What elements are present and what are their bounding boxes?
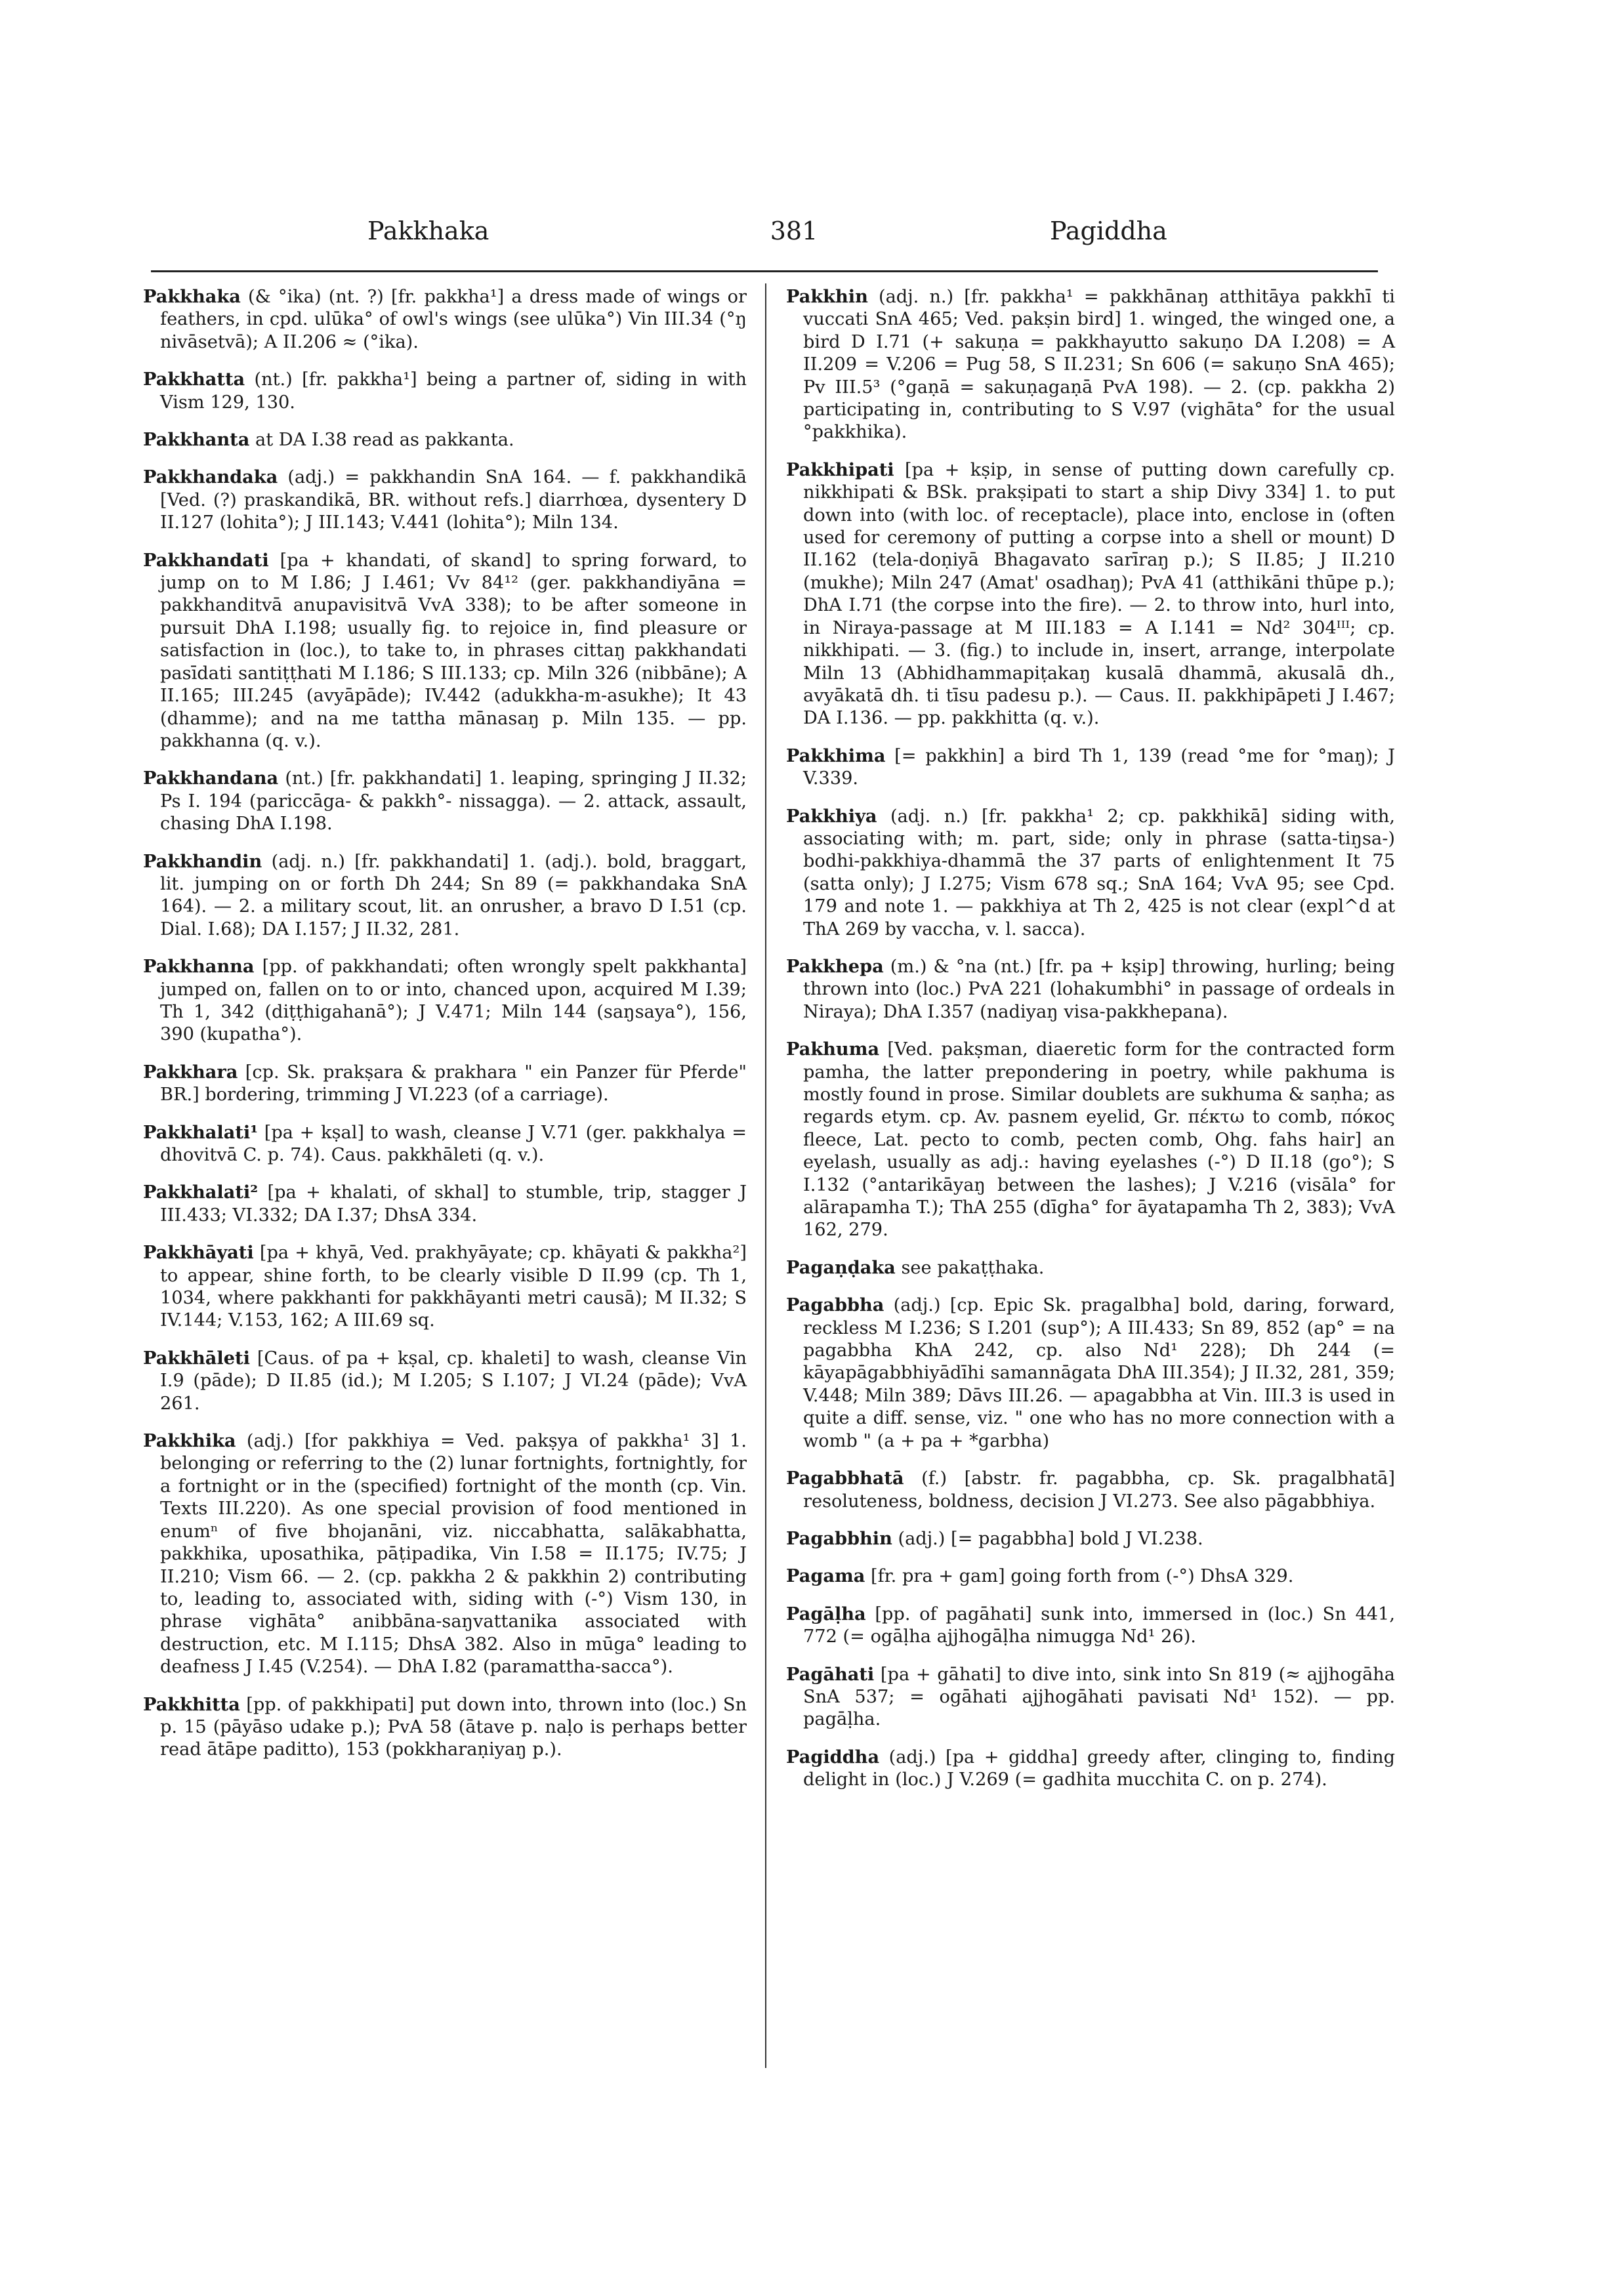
definition: (adj. n.) [fr. pakkha¹ = pakkhānaŋ atthitāya pakkhī ti vuccati SnA 465; Ved. pakṣin bird] 1. winged, the winged one, a bird D I.71 (+ sakuṇa = pakkhayutto sakuṇo DA I.208) = A II.209 = V.206 = Pug 58, S II.231; Sn 606 (= sakuṇo SnA 465); Pv III.5³ (°gaṇā = sakuṇagaṇā PvA 198). — 2. (cp. pakkha 2) participating in, contributing to S V.97 (vighāta° for the usual °pakkhika). bbox=[803, 287, 1395, 443]
headword: Pakkhatta bbox=[143, 369, 245, 390]
definition: (adj. n.) [fr. pakkha¹ 2; cp. pakkhikā] siding with, associating with; m. part, side; only in phrase (satta-tiŋsa-) bodhi-pakkhiya-dhammā the 37 parts of enlightenment It 75 (satta only); J I.275; Vism 678 sq.; SnA 164; VvA 95; see Cpd. 179 and note 1. — pakkhiya at Th 2, 425 is not clear (expl^d at ThA 269 by vaccha, v. l. sacca). bbox=[803, 806, 1395, 940]
headword: Pagaṇḍaka bbox=[786, 1256, 896, 1278]
dictionary-entry bbox=[143, 1121, 747, 1167]
headword: Pagiddha bbox=[786, 1746, 880, 1768]
left-column bbox=[143, 285, 747, 1776]
headword: Pakkhara bbox=[143, 1061, 238, 1083]
header-rule bbox=[151, 270, 1378, 272]
definition: [pp. of pakkhandati; often wrongly spelt pakkhanta] jumped on, fallen on to or into, chanced upon, acquired M I.39; Th 1, 342 (diṭṭhigahanā°); J V.471; Miln 144 (saŋsaya°), 156, 390 (kupatha°). bbox=[160, 957, 747, 1045]
headword: Pakkhāyati bbox=[143, 1242, 254, 1264]
headword: Pagabbhin bbox=[786, 1527, 892, 1549]
definition: see pakaṭṭhaka. bbox=[895, 1257, 1045, 1278]
definition: (adj.) [= pagabbha] bold J VI.238. bbox=[892, 1528, 1203, 1549]
dictionary-entry bbox=[143, 1347, 747, 1415]
dictionary-entry bbox=[786, 1294, 1395, 1453]
dictionary-entry bbox=[143, 466, 747, 534]
headword: Pakkhāleti bbox=[143, 1347, 250, 1369]
headword: Pakkhandaka bbox=[143, 466, 278, 488]
headword: Pakkhanna bbox=[143, 956, 255, 978]
dictionary-entry bbox=[786, 285, 1395, 444]
definition: at DA I.38 read as pakkanta. bbox=[249, 430, 514, 451]
definition: [pa + khandati, of skand] to spring forward, to jump on to M I.86; J I.461; Vv 84¹² (ger. pakkhandiyāna = pakkhanditvā anupavisitvā VvA 338); to be after someone in pursuit DhA I.198; usually fig. to rejoice in, find pleasure or satisfaction in (loc.), to take to, in phrases cittaŋ pakkhandati pasīdati santiṭṭhati M I.186; S III.133; cp. Miln 326 (nibbāne); A II.165; III.245 (avyāpāde); IV.442 (adukkha-m-asukhe); It 43 (dhamme); and na me tattha mānasaŋ p. Miln 135. — pp. pakkhanna (q. v.). bbox=[160, 550, 747, 751]
definition: [pa + khalati, of skhal] to stumble, trip, stagger J III.433; VI.332; DA I.37; DhsA 334. bbox=[160, 1182, 747, 1226]
definition: [pp. of pagāhati] sunk into, immersed in (loc.) Sn 441, 772 (= ogāḷha ajjhogāḷha nimugga Nd¹ 26). bbox=[803, 1603, 1395, 1647]
page-header bbox=[151, 217, 1378, 269]
headword: Pakkhin bbox=[786, 286, 868, 307]
column-divider bbox=[765, 283, 766, 2068]
dictionary-entry bbox=[786, 955, 1395, 1023]
dictionary-entry bbox=[786, 805, 1395, 941]
headword: Pakkhandin bbox=[143, 850, 262, 872]
dictionary-entry bbox=[143, 428, 747, 451]
headword: Pakkhepa bbox=[786, 955, 884, 977]
dictionary-entry bbox=[143, 955, 747, 1046]
dictionary-entry bbox=[143, 1693, 747, 1762]
definition: [Ved. pakṣman, diaeretic form for the contracted form pamha, the latter prepondering in poetry, while pakhuma is mostly found in prose. Similar doublets are sukhuma & saṇha; as regards etym. cp. Av. pasnem eyelid, Gr. πέκτω to comb, πόκος fleece, Lat. pecto to comb, pecten comb, Ohg. fahs hair] an eyelash, usually as adj.: having eyelashes (-°) D II.18 (go°); S I.132 (°antarikāyaŋ between the lashes); J V.216 (visāla° for alārapamha T.); ThA 255 (dīgha° for āyatapamha Th 2, 383); VvA 162, 279. bbox=[803, 1039, 1395, 1241]
definition: (f.) [abstr. fr. pagabbha, cp. Sk. pragalbhatā] resoluteness, boldness, decision J VI.273. See also pāgabbhiya. bbox=[803, 1468, 1395, 1512]
headword: Pagāḷha bbox=[786, 1603, 866, 1624]
dictionary-entry bbox=[143, 767, 747, 835]
dictionary-entry bbox=[786, 1038, 1395, 1242]
headword: Pagama bbox=[786, 1565, 865, 1587]
dictionary-entry bbox=[143, 285, 747, 354]
dictionary-entry bbox=[143, 1430, 747, 1678]
dictionary-entry bbox=[143, 368, 747, 414]
dictionary-entry bbox=[143, 549, 747, 753]
definition: (nt.) [fr. pakkha¹] being a partner of, siding in with Vism 129, 130. bbox=[160, 369, 747, 413]
dictionary-entry bbox=[786, 745, 1395, 791]
definition: [pa + khyā, Ved. prakhyāyate; cp. khāyati & pakkha²] to appear, shine forth, to be clearly visible D II.99 (cp. Th 1, 1034, where pakkhanti for pakkhāyanti metri causā); M II.32; S IV.144; V.153, 162; A III.69 sq. bbox=[160, 1243, 747, 1331]
headword: Pakkhiya bbox=[786, 805, 877, 827]
definition: (adj.) [pa + giddha] greedy after, clinging to, finding delight in (loc.) J V.269 (= gadhita mucchita C. on p. 274). bbox=[803, 1747, 1395, 1790]
dictionary-entry bbox=[786, 1565, 1395, 1588]
definition: [cp. Sk. prakṣara & prakhara " ein Panzer für Pferde" BR.] bordering, trimming J VI.223 (of a carriage). bbox=[160, 1062, 747, 1106]
headword: Pakkhipati bbox=[786, 459, 894, 480]
headword: Pagāhati bbox=[786, 1663, 875, 1685]
headword: Pakkhima bbox=[786, 745, 886, 766]
headword: Pagabbhatā bbox=[786, 1468, 904, 1489]
definition: (adj.) = pakkhandin SnA 164. — f. pakkhandikā [Ved. (?) praskandikā, BR. without refs.] diarrhœa, dysentery D II.127 (lohita°); J III.143; V.441 (lohita°); Miln 134. bbox=[160, 467, 747, 533]
dictionary-entry bbox=[786, 1467, 1395, 1513]
page-number: 381 bbox=[770, 217, 818, 245]
headword: Pakkhalati² bbox=[143, 1182, 259, 1203]
headword: Pakkhanta bbox=[143, 429, 250, 451]
headword: Pakkhandati bbox=[143, 549, 269, 571]
running-head-right: Pagiddha bbox=[1050, 217, 1167, 245]
definition: (adj.) [cp. Epic Sk. pragalbha] bold, daring, forward, reckless M I.236; S I.201 (sup°); A III.433; Sn 89, 852 (ap° = na pagabbha KhA 242, cp. also Nd¹ 228); Dh 244 (= kāyapāgabbhiyādīhi samannāgata DhA III.354); J II.32, 281, 359; V.448; Miln 389; Dāvs III.26. — apagabbha at Vin. III.3 is used in quite a diff. sense, viz. " one who has no more connection with a womb " (a + pa + *garbha) bbox=[803, 1295, 1395, 1451]
definition: (nt.) [fr. pakkhandati] 1. leaping, springing J II.32; Ps I. 194 (pariccāga- & pakkh°- nissagga). — 2. attack, assault, chasing DhA I.198. bbox=[160, 768, 747, 835]
dictionary-entry bbox=[786, 459, 1395, 730]
definition: [pa + kṣip, in sense of putting down carefully cp. nikkhipati & BSk. prakṣipati to start a ship Divy 334] 1. to put down into (with loc. of receptacle), place into, enclose in (often used for ceremony of putting a corpse into a shell or mount) D II.162 (tela-doṇiyā Bhagavato sarīraŋ p.); S II.85; J II.210 (mukhe); Miln 247 (Amat' osadhaŋ); PvA 41 (atthikāni thūpe p.); DhA I.71 (the corpse into the fire). — 2. to throw into, hurl into, in Niraya-passage at M III.183 = A I.141 = Nd² 304ᴵᴵᴵ; cp. nikkhipati. — 3. (fig.) to include in, insert, arrange, interpolate Miln 13 (Abhidhammapiṭakaŋ kusalā dhammā, akusalā dh., avyākatā dh. ti tīsu padesu p.). — Caus. II. pakkhipāpeti J I.467; DA I.136. — pp. pakkhitta (q. v.). bbox=[803, 459, 1395, 729]
definition: (adj. n.) [fr. pakkhandati] 1. (adj.). bold, braggart, lit. jumping on or forth Dh 244; Sn 89 (= pakkhandaka SnA 164). — 2. a military scout, lit. an onrusher, a bravo D I.51 (cp. Dial. I.68); DA I.157; J II.32, 281. bbox=[160, 851, 747, 940]
dictionary-entry bbox=[786, 1746, 1395, 1792]
right-column bbox=[786, 285, 1395, 1806]
dictionary-entry bbox=[143, 1061, 747, 1107]
headword: Pakkhitta bbox=[143, 1693, 240, 1715]
headword: Pakkhalati¹ bbox=[143, 1121, 259, 1143]
headword: Pakhuma bbox=[786, 1039, 880, 1060]
definition: (adj.) [for pakkhiya = Ved. pakṣya of pakkha¹ 3] 1. belonging or referring to the (2) lunar fortnights, fortnightly, for a fortnight or in the (specified) fortnight of the month (cp. Vin. Texts III.220). As one special provision of food mentioned in enumⁿ of five bhojanāni, viz. niccabhatta, salākabhatta, pakkhika, uposathika, pāṭipadika, Vin I.58 = II.175; IV.75; J II.210; Vism 66. — 2. (cp. pakkha 2 & pakkhin 2) contributing to, leading to, associated with, siding with (-°) Vism 130, in phrase vighāta° anibbāna-saŋvattanika associated with destruction, etc. M I.115; DhsA 382. Also in mūga° leading to deafness J I.45 (V.254). — DhA I.82 (paramattha-sacca°). bbox=[160, 1431, 747, 1678]
definition: [Caus. of pa + kṣal, cp. khaleti] to wash, cleanse Vin I.9 (pāde); D II.85 (id.); M I.205; S I.107; J VI.24 (pāde); VvA 261. bbox=[160, 1348, 747, 1414]
dictionary-entry bbox=[786, 1256, 1395, 1279]
definition: [fr. pra + gam] going forth from (-°) DhsA 329. bbox=[865, 1566, 1294, 1587]
definition: (m.) & °na (nt.) [fr. pa + kṣip] throwing, hurling; being thrown into (loc.) PvA 221 (lohakumbhi° in passage of ordeals in Niraya); DhA I.357 (nadiyaŋ visa-pakkhepana). bbox=[803, 956, 1395, 1022]
headword: Pakkhika bbox=[143, 1430, 236, 1452]
definition: (& °ika) (nt. ?) [fr. pakkha¹] a dress made of wings or feathers, in cpd. ulūka° of owl's wings (see ulūka°) Vin III.34 (°ŋ nivāsetvā); A II.206 ≈ (°ika). bbox=[160, 287, 747, 352]
dictionary-entry bbox=[786, 1663, 1395, 1731]
dictionary-entry bbox=[143, 1181, 747, 1227]
dictionary-entry bbox=[786, 1603, 1395, 1649]
definition: [pa + gāhati] to dive into, sink into Sn 819 (≈ ajjhogāha SnA 537; = ogāhati ajjhogāhati pavisati Nd¹ 152). — pp. pagāḷha. bbox=[803, 1664, 1395, 1730]
headword: Pakkhaka bbox=[143, 286, 241, 307]
dictionary-entry bbox=[143, 1241, 747, 1333]
headword: Pagabbha bbox=[786, 1294, 885, 1316]
headword: Pakkhandana bbox=[143, 768, 279, 789]
definition: [= pakkhin] a bird Th 1, 139 (read °me for °maŋ); J V.339. bbox=[803, 745, 1395, 789]
dictionary-entry bbox=[143, 850, 747, 941]
dictionary-entry bbox=[786, 1527, 1395, 1550]
running-head-left: Pakkhaka bbox=[367, 217, 489, 245]
definition: [pp. of pakkhipati] put down into, thrown into (loc.) Sn p. 15 (pāyāso udake p.); PvA 58 (ātave p. naḷo is perhaps better read ātāpe paditto), 153 (pokkharaṇiyaŋ p.). bbox=[160, 1694, 747, 1760]
definition: [pa + kṣal] to wash, cleanse J V.71 (ger. pakkhalya = dhovitvā C. p. 74). Caus. pakkhāleti (q. v.). bbox=[160, 1122, 747, 1165]
